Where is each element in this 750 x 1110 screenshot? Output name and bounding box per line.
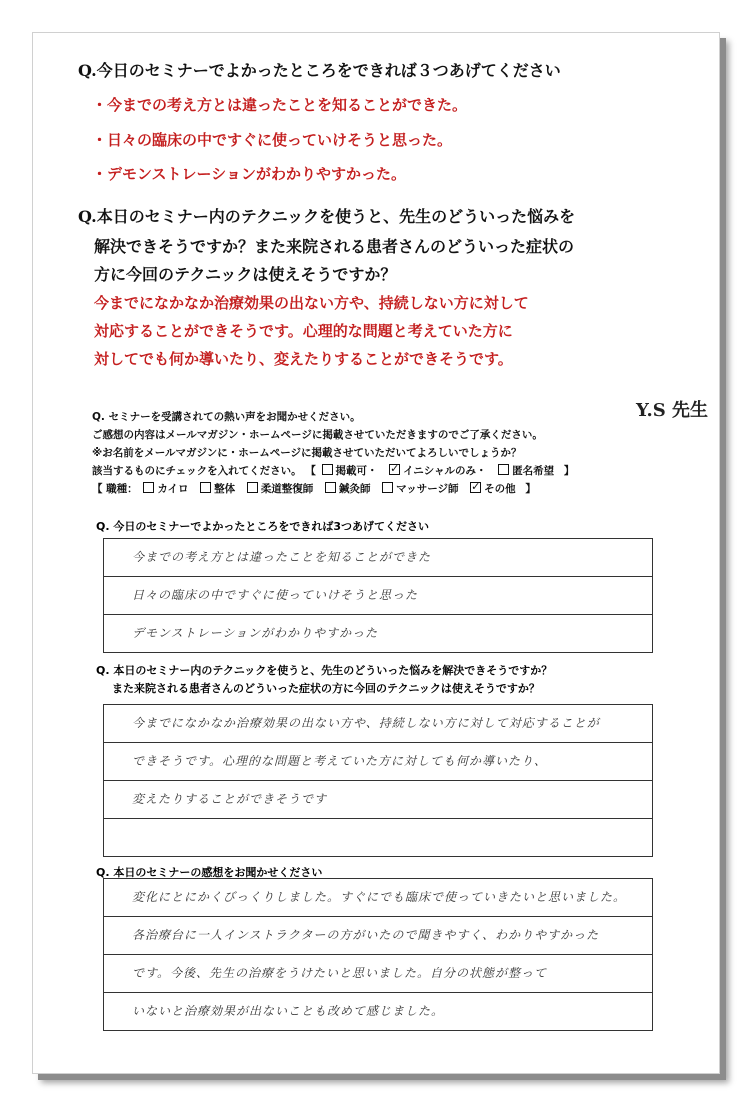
form-question-2-line: Q. 本日のセミナー内のテクニックを使うと、先生のどういった悩みを解決できそうですか？ (96, 664, 553, 677)
answer-line (104, 992, 652, 1030)
form-intro-line: Q. セミナーを受講されての熱い声をお聞かせください。 (92, 411, 361, 423)
job-option: マッサージ師 (380, 480, 458, 498)
form-answer-2-box (103, 704, 653, 857)
handwritten-text: 今までになかなか治療効果の出ない方や、持続しない方に対して対応することが (132, 716, 600, 730)
handwritten-text: 各治療台に一人インストラクターの方がいたので聞きやすく、わかりやすかった (132, 928, 600, 942)
checkbox-icon (325, 482, 336, 493)
checkbox-icon (247, 482, 258, 493)
handwritten-text: いないと治療効果が出ないことも改めて感じました。 (132, 1004, 445, 1018)
summary-answer-2-line: 対応することができそうです。心理的な問題と考えていた方に (94, 322, 513, 340)
form-question-1: Q. 今日のセミナーでよかったところをできれば3つあげてください (96, 520, 430, 533)
form-intro-line: ご感想の内容はメールマガジン・ホームページに掲載させていただきますのでご了承ください。 (92, 429, 543, 441)
handwritten-text: デモンストレーションがわかりやすかった (132, 626, 379, 640)
summary-answer-2-line: 対してでも何か導いたり、変えたりすることができそうです。 (94, 350, 513, 368)
answer-line (104, 954, 652, 992)
job-option: カイロ (141, 480, 188, 498)
summary-answer-1-item: ・今までの考え方とは違ったことを知ることができた。 (92, 96, 468, 114)
summary-answer-2-line: 今までになかなか治療効果の出ない方や、持続しない方に対して (94, 294, 529, 312)
answer-line (104, 539, 652, 576)
publish-option: 掲載可・ (320, 462, 378, 480)
summary-question-2-line: 解決できそうですか？また来院される患者さんのどういった症状の (94, 237, 575, 256)
summary-question-2-line: Q.本日のセミナー内のテクニックを使うと、先生のどういった悩みを (78, 207, 576, 226)
scanned-form (92, 408, 692, 498)
summary-answer-1-item: ・日々の臨床の中ですぐに使っていけそうと思った。 (92, 131, 453, 149)
answer-line (104, 818, 652, 856)
handwritten-text: 今までの考え方とは違ったことを知ることができた (132, 550, 432, 564)
form-answer-3-box (103, 878, 653, 1031)
checkbox-icon (382, 482, 393, 493)
checkbox-checked-icon (389, 464, 400, 475)
job-option: ✓ その他 (468, 480, 516, 498)
check-prompt: 該当するものにチェックを入れてください。 (92, 465, 302, 477)
form-question-2-line: また来院される患者さんのどういった症状の方に今回のテクニックは使えそうですか？ (112, 682, 540, 695)
answer-line (104, 742, 652, 780)
job-option: 整体 (198, 480, 235, 498)
checkbox-icon (322, 464, 333, 475)
checkbox-icon (498, 464, 509, 475)
job-option: 柔道整復師 (245, 480, 314, 498)
handwritten-text: 日々の臨床の中ですぐに使っていけそうと思った (132, 588, 419, 602)
answer-line (104, 614, 652, 652)
form-question-3: Q. 本日のセミナーの感想をお聞かせください (96, 866, 323, 879)
summary-question-1: Q.今日のセミナーでよかったところをできれば３つあげてください (78, 61, 561, 80)
handwritten-text: できそうです。心理的な問題と考えていた方に対しても何か導いたり、 (132, 754, 548, 768)
handwritten-text: 変化にとにかくびっくりしました。すぐにでも臨床で使っていきたいと思いました。 (132, 890, 627, 904)
job-label: 職種： (106, 483, 138, 495)
answer-line (104, 879, 652, 916)
answer-line (104, 576, 652, 614)
checkbox-icon (143, 482, 154, 493)
job-option: 鍼灸師 (323, 480, 371, 498)
publish-option: ✓ イニシャルのみ・ (387, 462, 486, 480)
handwritten-text: 変えたりすることができそうです (132, 792, 328, 806)
answer-line (104, 705, 652, 742)
job-row: 【 職種： カイロ 整体 柔道整復師 鍼灸師 マッサージ師 ✓ その他 】 (92, 480, 692, 498)
respondent-signature: Y.S 先生 (635, 400, 708, 421)
publish-option: 匿名希望 (496, 462, 554, 480)
answer-line (104, 780, 652, 818)
handwritten-text: です。今後、先生の治療をうけたいと思いました。自分の状態が整って (132, 966, 548, 980)
answer-line (104, 916, 652, 954)
form-intro-line: ※お名前をメールマガジンに・ホームページに掲載させていただいてよろしいでしょうか？ (92, 447, 522, 459)
form-answer-1-box (103, 538, 653, 653)
summary-question-2-line: 方に今回のテクニックは使えそうですか？ (94, 265, 397, 284)
publish-consent-row: 該当するものにチェックを入れてください。 【 掲載可・ ✓ イニシャルのみ・ 匿名希望 】 (92, 462, 692, 480)
checkbox-checked-icon (470, 482, 481, 493)
checkbox-icon (200, 482, 211, 493)
summary-answer-1-item: ・デモンストレーションがわかりやすかった。 (92, 165, 406, 183)
